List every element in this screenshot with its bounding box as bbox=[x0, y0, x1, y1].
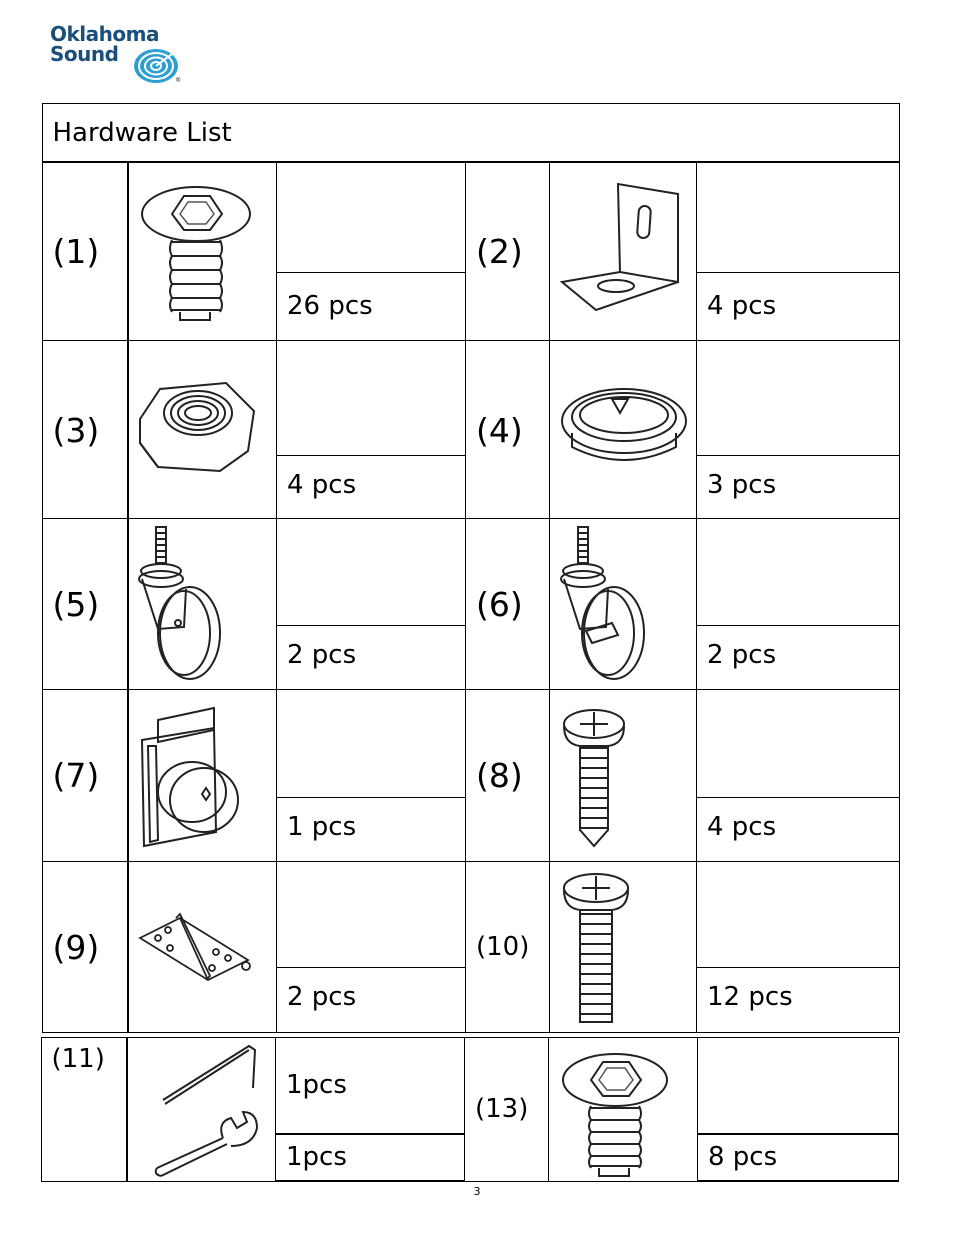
table-row bbox=[465, 518, 550, 690]
item-number: (5) bbox=[52, 585, 100, 624]
table-row bbox=[464, 1037, 549, 1182]
qty-cell bbox=[696, 272, 900, 341]
item-image-cell bbox=[127, 861, 277, 1033]
item-quantity-bottom: 1pcs bbox=[286, 1142, 347, 1172]
item-number: (13) bbox=[475, 1093, 529, 1124]
qty-blank-cell bbox=[276, 861, 466, 968]
item-number: (8) bbox=[476, 756, 523, 795]
table-row bbox=[465, 689, 550, 862]
item-number: (9) bbox=[52, 928, 100, 967]
qty-blank-cell bbox=[697, 1037, 899, 1135]
qty-blank-cell bbox=[696, 340, 900, 456]
item-quantity: 4 pcs bbox=[707, 291, 777, 321]
item-number: (11) bbox=[51, 1043, 105, 1074]
item-number: (6) bbox=[476, 585, 523, 624]
hardware-table-continued bbox=[41, 1037, 899, 1182]
item-image-cell bbox=[549, 689, 697, 862]
qty-blank-cell bbox=[696, 689, 900, 798]
qty-blank-cell bbox=[696, 861, 900, 968]
item-image-cell bbox=[549, 161, 697, 341]
item-quantity-top: 1pcs bbox=[286, 1069, 347, 1100]
item-quantity: 4 pcs bbox=[287, 470, 357, 500]
item-image-cell bbox=[548, 1037, 698, 1182]
table-title: Hardware List bbox=[52, 117, 232, 148]
page-number: 3 bbox=[473, 1185, 481, 1198]
qty-cell bbox=[697, 1133, 899, 1181]
logo-line2: Sound bbox=[50, 42, 119, 66]
phillips-screw-icon bbox=[550, 690, 698, 863]
caster-wheel-icon bbox=[128, 519, 278, 691]
qty-cell bbox=[276, 272, 466, 341]
qty-cell bbox=[276, 455, 466, 519]
qty-cell bbox=[696, 797, 900, 862]
qty-blank-cell bbox=[276, 161, 466, 273]
item-image-cell bbox=[127, 518, 277, 690]
item-quantity: 1 pcs bbox=[287, 812, 357, 842]
long-screw-icon bbox=[550, 862, 698, 1034]
qty-cell bbox=[696, 967, 900, 1033]
item-quantity: 2 pcs bbox=[287, 982, 357, 1012]
table-row bbox=[465, 340, 550, 519]
registered-mark: ® bbox=[176, 78, 181, 84]
item-image-cell bbox=[127, 340, 277, 519]
table-row bbox=[42, 689, 129, 862]
item-image-cell bbox=[549, 518, 697, 690]
hex-bolt-icon bbox=[128, 162, 278, 342]
allen-key-wrench-icon bbox=[127, 1038, 277, 1183]
table-header bbox=[42, 103, 900, 163]
grommet-icon bbox=[550, 341, 698, 520]
item-number: (10) bbox=[476, 932, 530, 962]
qty-cell bbox=[696, 625, 900, 690]
item-number: (3) bbox=[52, 411, 100, 450]
qty-cell bbox=[275, 1133, 465, 1181]
qty-blank-cell bbox=[276, 340, 466, 456]
item-quantity: 4 pcs bbox=[707, 812, 777, 842]
hinge-icon bbox=[128, 862, 278, 1034]
hex-bolt-icon bbox=[549, 1038, 699, 1183]
logo-line1: Oklahoma bbox=[50, 22, 159, 46]
table-row bbox=[465, 161, 550, 341]
item-number: (2) bbox=[476, 232, 523, 271]
item-number: (1) bbox=[52, 232, 100, 271]
item-quantity: 26 pcs bbox=[287, 291, 373, 321]
item-quantity: 2 pcs bbox=[287, 640, 357, 670]
sound-wave-icon bbox=[132, 48, 180, 84]
item-number: (4) bbox=[476, 411, 523, 450]
table-row bbox=[42, 861, 129, 1033]
qty-cell bbox=[275, 1037, 465, 1135]
item-quantity: 3 pcs bbox=[707, 470, 777, 500]
table-row bbox=[41, 1037, 128, 1182]
qty-cell bbox=[696, 455, 900, 519]
qty-cell bbox=[276, 967, 466, 1033]
qty-blank-cell bbox=[276, 689, 466, 798]
item-image-cell bbox=[549, 861, 697, 1033]
item-image-cell bbox=[127, 161, 277, 341]
table-row bbox=[465, 861, 550, 1033]
angle-bracket-icon bbox=[550, 162, 698, 342]
item-quantity: 8 pcs bbox=[708, 1142, 778, 1172]
qty-blank-cell bbox=[696, 518, 900, 626]
qty-cell bbox=[276, 625, 466, 690]
qty-blank-cell bbox=[696, 161, 900, 273]
qty-blank-cell bbox=[276, 518, 466, 626]
company-logo bbox=[50, 24, 190, 90]
item-quantity: 2 pcs bbox=[707, 640, 777, 670]
item-number: (7) bbox=[52, 756, 100, 795]
table-row bbox=[42, 518, 129, 690]
qty-cell bbox=[276, 797, 466, 862]
item-quantity: 12 pcs bbox=[707, 982, 793, 1012]
table-row bbox=[42, 161, 129, 341]
hex-nut-icon bbox=[128, 341, 278, 520]
locking-caster-icon bbox=[550, 519, 698, 691]
hardware-table bbox=[42, 103, 900, 1033]
item-image-cell bbox=[127, 689, 277, 862]
item-image-cell bbox=[126, 1037, 276, 1182]
table-row bbox=[42, 340, 129, 519]
cam-lock-icon bbox=[128, 690, 278, 863]
item-image-cell bbox=[549, 340, 697, 519]
